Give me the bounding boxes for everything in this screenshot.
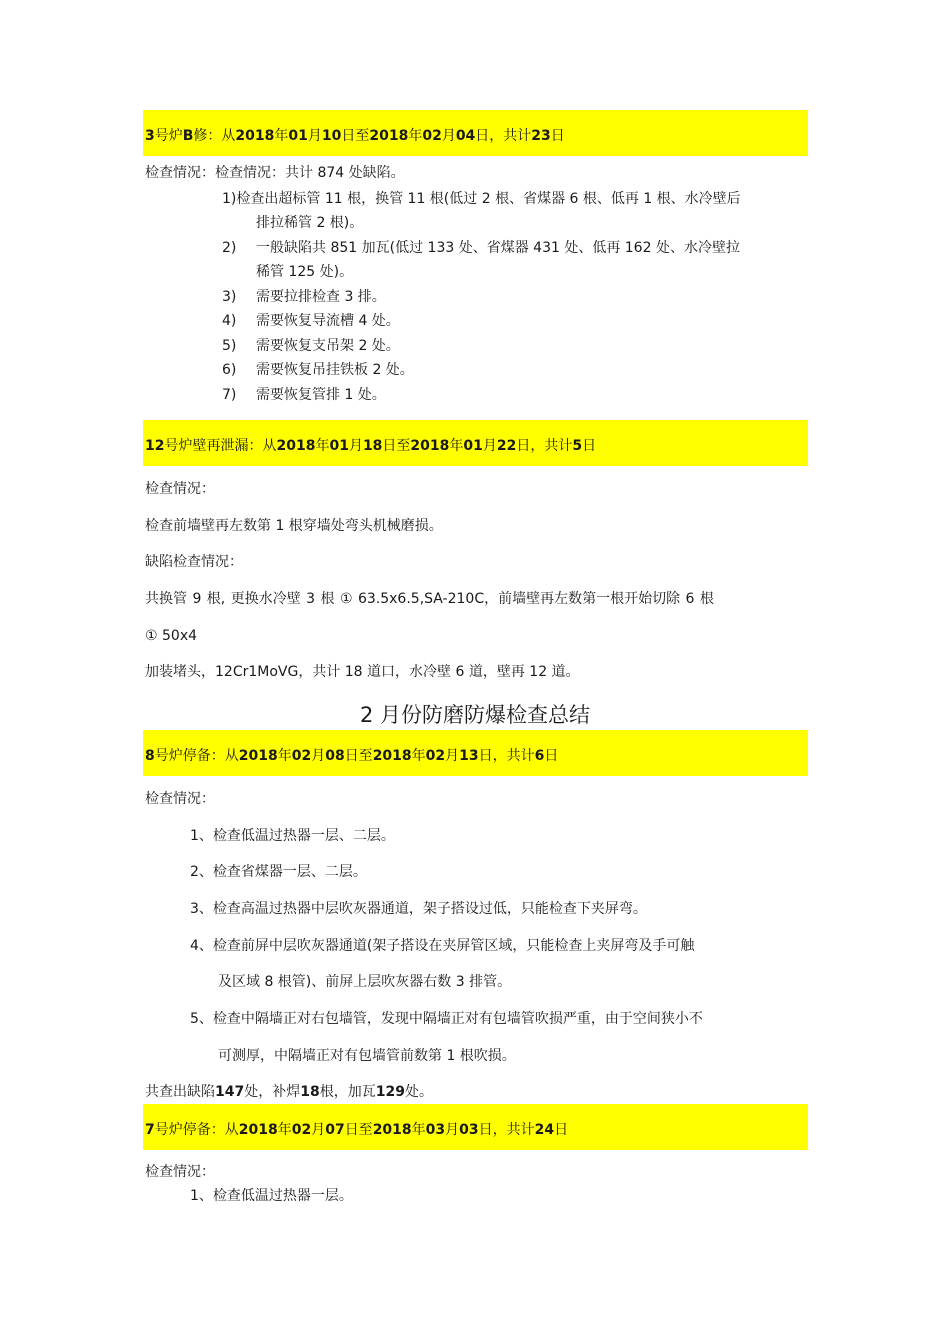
list-item: 需要恢复吊挂铁板 2 处。 xyxy=(256,362,414,378)
section-header-boiler-3 xyxy=(143,110,808,156)
list-item: 需要拉排检查 3 排。 xyxy=(256,289,386,305)
defect-detail-line: 共换管 9 根, 更换水冷壁 3 根 ① 63.5x6.5,SA-210C，前墙壁再左数第一根开始切除 6 根 xyxy=(145,591,714,607)
list-item: 3、检查高温过热器中层吹灰器通道，架子搭设过低，只能检查下夹屏弯。 xyxy=(190,901,647,917)
section-header-text: 8号炉停备：从2018年02月08日至2018年02月13日，共计6日 xyxy=(145,748,559,764)
list-item-number: 5) xyxy=(222,338,237,354)
inspection-label: 检查情况： xyxy=(145,1164,215,1180)
list-item-continuation: 稀管 125 处)。 xyxy=(256,264,354,280)
list-item: 需要恢复管排 1 处。 xyxy=(256,387,386,403)
list-item-continuation: 及区域 8 根管)、前屏上层吹灰器右数 3 排管。 xyxy=(218,974,512,990)
list-item-number: 7) xyxy=(222,387,237,403)
list-item-continuation: 可测厚，中隔墙正对有包墙管前数第 1 根吹损。 xyxy=(218,1048,516,1064)
section-header-text: 7号炉停备：从2018年02月07日至2018年03月03日，共计24日 xyxy=(145,1122,569,1138)
inspection-summary: 检查情况：检查情况：共计 874 处缺陷。 xyxy=(145,165,405,181)
section-header-boiler-7 xyxy=(143,1104,808,1150)
section-header-boiler-8 xyxy=(143,730,808,776)
list-item: 2、检查省煤器一层、二层。 xyxy=(190,864,367,880)
list-item: 1)检查出超标管 11 根，换管 11 根(低过 2 根、省煤器 6 根、低再 1 根、水冷壁后 xyxy=(222,191,741,207)
list-item: 1、检查低温过热器一层。 xyxy=(190,1188,353,1204)
list-item: 1、检查低温过热器一层、二层。 xyxy=(190,828,395,844)
inspection-label: 检查情况： xyxy=(145,791,215,807)
defect-total: 共查出缺陷147处，补焊18根，加瓦129处。 xyxy=(145,1084,433,1100)
section-header-text: 12号炉壁再泄漏：从2018年01月18日至2018年01月22日，共计5日 xyxy=(145,438,597,454)
list-item-continuation: 排拉稀管 2 根)。 xyxy=(256,215,364,231)
section-header-boiler-12 xyxy=(143,420,808,466)
list-item-number: 3) xyxy=(222,289,237,305)
list-item-number: 2) xyxy=(222,240,237,256)
defect-detail-line: 加装堵头，12Cr1MoVG，共计 18 道口，水冷壁 6 道，壁再 12 道。 xyxy=(145,664,580,680)
list-item-number: 6) xyxy=(222,362,237,378)
list-item: 需要恢复导流槽 4 处。 xyxy=(256,313,400,329)
list-item-number: 4) xyxy=(222,313,237,329)
section-header-text: 3号炉B修：从2018年01月10日至2018年02月04日，共计23日 xyxy=(145,128,565,144)
list-item: 需要恢复支吊架 2 处。 xyxy=(256,338,400,354)
defect-detail-line: ① 50x4 xyxy=(145,628,198,644)
list-item: 一般缺陷共 851 加瓦(低过 133 处、省煤器 431 处、低再 162 处、水冷壁拉 xyxy=(256,240,740,256)
inspection-label: 检查情况： xyxy=(145,481,215,497)
page-title: 2 月份防磨防爆检查总结 xyxy=(359,703,591,727)
defect-label: 缺陷检查情况： xyxy=(145,554,243,570)
list-item: 4、检查前屏中层吹灰器通道(架子搭设在夹屏管区域，只能检查上夹屏弯及手可触 xyxy=(190,938,695,954)
list-item: 5、检查中隔墙正对右包墙管，发现中隔墙正对有包墙管吹损严重，由于空间狭小不 xyxy=(190,1011,703,1027)
inspection-finding: 检查前墙壁再左数第 1 根穿墙处弯头机械磨损。 xyxy=(145,518,443,534)
